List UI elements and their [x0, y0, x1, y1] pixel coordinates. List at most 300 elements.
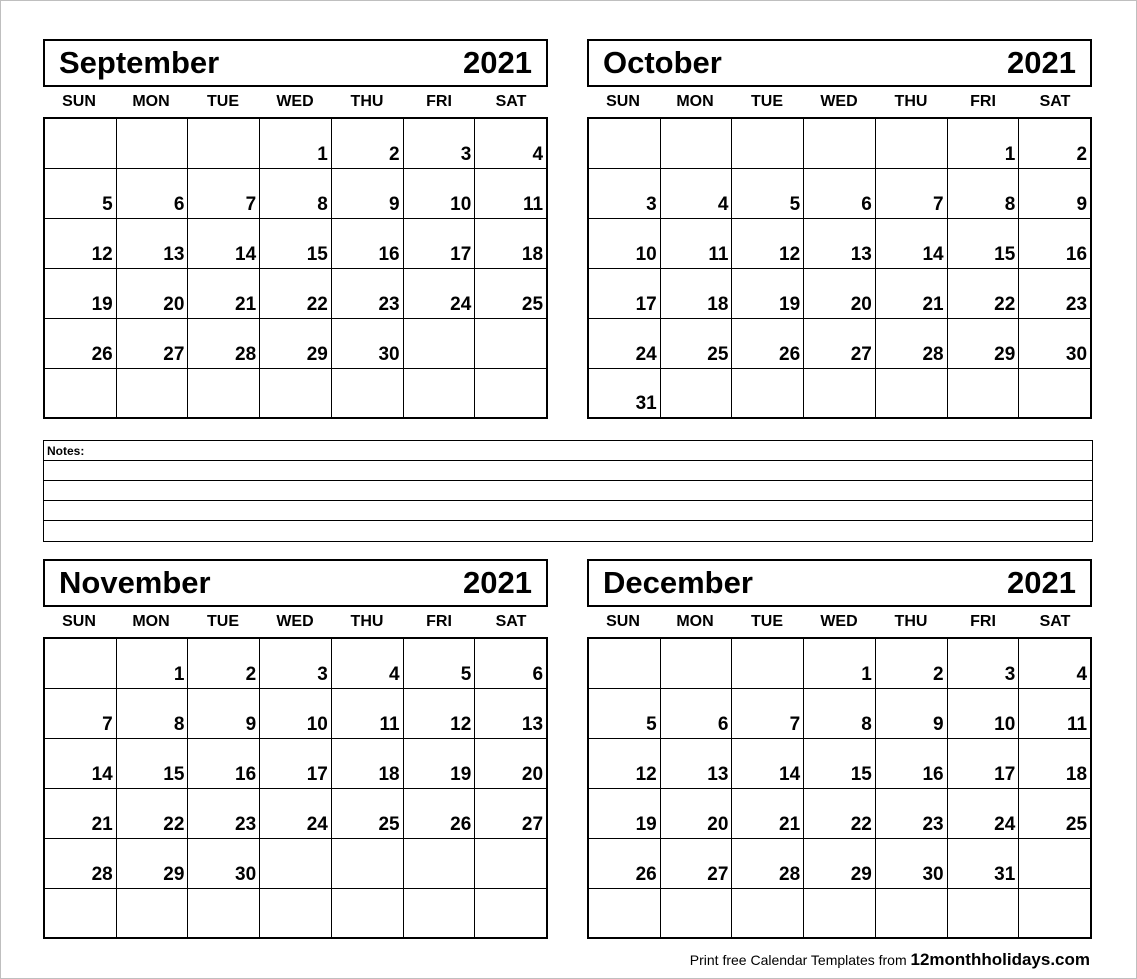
weekday-label: SAT — [495, 613, 527, 630]
weekday-label: SUN — [62, 93, 96, 110]
day-cell — [475, 219, 546, 268]
day-number: 15 — [306, 244, 328, 265]
day-number: 9 — [245, 714, 257, 735]
day-cell — [1019, 369, 1090, 417]
day-cell — [948, 219, 1020, 268]
day-cell — [1019, 639, 1090, 688]
weekday-label: MON — [132, 613, 170, 630]
notes-line[interactable] — [44, 481, 1092, 501]
day-cell — [661, 169, 733, 218]
day-cell — [260, 639, 332, 688]
day-cell — [589, 269, 661, 318]
weekday-label: THU — [350, 613, 384, 630]
day-number: 20 — [163, 294, 185, 315]
day-number: 14 — [922, 244, 944, 265]
weekday-label: SUN — [606, 93, 640, 110]
weekday-label: SAT — [1039, 93, 1071, 110]
day-cell — [117, 789, 189, 838]
day-cell — [475, 739, 546, 788]
footer-prefix: Print free Calendar Templates from — [689, 952, 911, 968]
day-number: 22 — [163, 814, 185, 835]
day-number: 28 — [779, 864, 801, 885]
date-grid — [587, 637, 1092, 939]
weekday-label: TUE — [207, 93, 239, 110]
day-cell — [332, 889, 404, 937]
day-number: 21 — [91, 814, 113, 835]
day-cell — [732, 789, 804, 838]
day-number: 2 — [1076, 144, 1088, 165]
day-number: 6 — [717, 714, 729, 735]
day-cell — [661, 319, 733, 368]
day-number: 2 — [389, 144, 400, 165]
day-cell — [188, 839, 260, 888]
day-cell — [876, 119, 948, 168]
weekday-label: SAT — [1039, 613, 1071, 630]
day-cell — [732, 839, 804, 888]
day-cell — [260, 169, 332, 218]
week-row — [589, 889, 1090, 937]
day-cell — [589, 889, 661, 937]
weekday-label: TUE — [207, 613, 239, 630]
day-number: 18 — [378, 764, 400, 785]
day-cell — [404, 319, 476, 368]
day-cell — [732, 319, 804, 368]
day-number: 5 — [789, 194, 801, 215]
day-number: 24 — [306, 814, 328, 835]
day-cell — [117, 269, 189, 318]
day-cell — [732, 219, 804, 268]
day-cell — [732, 689, 804, 738]
day-cell — [188, 689, 260, 738]
day-cell — [188, 319, 260, 368]
day-cell — [804, 319, 876, 368]
day-cell — [117, 219, 189, 268]
day-number: 15 — [163, 764, 185, 785]
day-cell — [948, 789, 1020, 838]
day-number: 5 — [460, 664, 472, 685]
day-number: 12 — [91, 244, 113, 265]
day-cell — [332, 739, 404, 788]
day-number: 12 — [450, 714, 472, 735]
day-cell — [117, 739, 189, 788]
day-cell — [404, 739, 476, 788]
day-number: 24 — [450, 294, 472, 315]
day-cell — [260, 319, 332, 368]
day-cell — [1019, 689, 1090, 738]
day-cell — [475, 689, 546, 738]
day-cell — [1019, 119, 1090, 168]
notes-line[interactable] — [44, 521, 1092, 541]
day-cell — [45, 789, 117, 838]
weekday-label: THU — [894, 613, 928, 630]
day-cell — [45, 369, 117, 417]
day-cell — [732, 739, 804, 788]
day-number: 4 — [1076, 664, 1088, 685]
day-number: 24 — [635, 344, 657, 365]
day-cell — [948, 319, 1020, 368]
day-cell — [1019, 319, 1090, 368]
day-cell — [876, 319, 948, 368]
week-row — [45, 169, 546, 219]
day-cell — [404, 889, 476, 937]
day-number: 27 — [521, 814, 544, 835]
weekday-label: WED — [276, 93, 314, 110]
day-cell — [804, 739, 876, 788]
day-number: 6 — [861, 194, 872, 215]
day-number: 3 — [1004, 664, 1016, 685]
day-cell — [589, 839, 661, 888]
day-number: 29 — [850, 864, 872, 885]
day-cell — [188, 639, 260, 688]
day-number: 1 — [173, 664, 185, 685]
week-row — [589, 789, 1090, 839]
day-cell — [876, 219, 948, 268]
day-cell — [332, 169, 404, 218]
week-row — [589, 839, 1090, 889]
day-cell — [876, 169, 948, 218]
day-cell — [332, 219, 404, 268]
day-cell — [404, 789, 476, 838]
day-number: 17 — [450, 244, 472, 265]
day-number: 23 — [235, 814, 257, 835]
day-number: 1 — [861, 664, 872, 685]
day-cell — [589, 169, 661, 218]
weekday-header-row — [43, 607, 548, 637]
weekday-label: THU — [350, 93, 384, 110]
day-cell — [589, 639, 661, 688]
month-header — [43, 559, 548, 607]
day-number: 2 — [245, 664, 257, 685]
day-number: 31 — [994, 864, 1016, 885]
day-number: 12 — [635, 764, 657, 785]
weekday-header-row — [587, 87, 1092, 117]
day-number: 17 — [994, 764, 1016, 785]
day-cell — [188, 789, 260, 838]
day-cell — [332, 839, 404, 888]
day-cell — [948, 739, 1020, 788]
day-number: 10 — [306, 714, 328, 735]
notes-line[interactable] — [44, 461, 1092, 481]
day-number: 11 — [1066, 714, 1088, 735]
month-year: 2021 — [1007, 565, 1076, 600]
day-cell — [948, 169, 1020, 218]
day-number: 30 — [235, 864, 257, 885]
day-cell — [732, 169, 804, 218]
day-number: 20 — [850, 294, 872, 315]
week-row — [589, 169, 1090, 219]
day-number: 23 — [378, 294, 400, 315]
day-cell — [188, 369, 260, 417]
day-cell — [948, 639, 1020, 688]
day-cell — [1019, 269, 1090, 318]
day-number: 6 — [173, 194, 185, 215]
day-cell — [404, 839, 476, 888]
day-number: 28 — [91, 864, 113, 885]
calendar-september — [43, 39, 548, 419]
week-row — [589, 369, 1090, 417]
week-row — [45, 639, 546, 689]
day-cell — [589, 739, 661, 788]
day-cell — [804, 839, 876, 888]
day-cell — [117, 119, 189, 168]
day-number: 18 — [707, 294, 729, 315]
day-cell — [804, 689, 876, 738]
month-name: October — [603, 45, 722, 80]
day-number: 28 — [922, 344, 944, 365]
month-year: 2021 — [463, 45, 532, 80]
day-cell — [804, 169, 876, 218]
day-number: 8 — [861, 714, 872, 735]
day-number: 22 — [306, 294, 328, 315]
day-number: 21 — [779, 814, 801, 835]
day-cell — [260, 369, 332, 417]
weekday-header-row — [43, 87, 548, 117]
day-cell — [332, 269, 404, 318]
day-cell — [1019, 739, 1090, 788]
day-number: 17 — [635, 294, 657, 315]
day-cell — [1019, 889, 1090, 937]
day-number: 4 — [532, 144, 544, 165]
week-row — [45, 739, 546, 789]
month-name: December — [603, 565, 753, 600]
day-cell — [661, 739, 733, 788]
day-number: 19 — [779, 294, 801, 315]
day-number: 1 — [317, 144, 328, 165]
day-cell — [332, 119, 404, 168]
day-cell — [475, 789, 546, 838]
month-header — [43, 39, 548, 87]
day-cell — [876, 269, 948, 318]
day-number: 4 — [717, 194, 729, 215]
day-number: 25 — [1065, 814, 1088, 835]
day-cell — [1019, 169, 1090, 218]
day-cell — [661, 839, 733, 888]
week-row — [589, 739, 1090, 789]
calendar-december — [587, 559, 1092, 939]
day-number: 23 — [1065, 294, 1088, 315]
day-cell — [45, 319, 117, 368]
week-row — [589, 269, 1090, 319]
notes-line[interactable] — [44, 501, 1092, 521]
day-cell — [589, 789, 661, 838]
day-cell — [475, 889, 546, 937]
day-number: 28 — [235, 344, 257, 365]
day-cell — [117, 889, 189, 937]
weekday-label: FRI — [426, 93, 452, 110]
day-cell — [404, 269, 476, 318]
day-number: 15 — [994, 244, 1016, 265]
day-number: 31 — [635, 393, 657, 414]
day-cell — [188, 269, 260, 318]
day-cell — [260, 689, 332, 738]
day-cell — [260, 219, 332, 268]
day-cell — [876, 369, 948, 417]
day-number: 6 — [532, 664, 544, 685]
day-cell — [404, 119, 476, 168]
weekday-label: SUN — [62, 613, 96, 630]
day-cell — [332, 789, 404, 838]
day-cell — [589, 119, 661, 168]
day-number: 21 — [922, 294, 944, 315]
weekday-label: SUN — [606, 613, 640, 630]
day-number: 26 — [779, 344, 801, 365]
day-cell — [332, 319, 404, 368]
week-row — [45, 839, 546, 889]
footer-site-link[interactable]: 12monthholidays.com — [910, 950, 1090, 969]
day-number: 29 — [994, 344, 1016, 365]
day-cell — [45, 639, 117, 688]
day-cell — [45, 119, 117, 168]
day-number: 27 — [850, 344, 872, 365]
day-number: 8 — [317, 194, 328, 215]
day-number: 2 — [933, 664, 944, 685]
day-number: 3 — [646, 194, 657, 215]
day-cell — [661, 369, 733, 417]
day-cell — [45, 219, 117, 268]
day-cell — [332, 639, 404, 688]
day-number: 25 — [521, 294, 544, 315]
month-header — [587, 39, 1092, 87]
day-cell — [1019, 789, 1090, 838]
weekday-label: TUE — [751, 613, 783, 630]
day-number: 10 — [450, 194, 472, 215]
month-name: November — [59, 565, 211, 600]
day-cell — [876, 639, 948, 688]
day-cell — [804, 219, 876, 268]
day-number: 29 — [163, 864, 185, 885]
day-cell — [475, 119, 546, 168]
day-cell — [260, 839, 332, 888]
day-number: 12 — [779, 244, 801, 265]
day-number: 11 — [379, 714, 400, 735]
day-cell — [948, 369, 1020, 417]
day-cell — [260, 889, 332, 937]
day-number: 11 — [708, 244, 729, 265]
day-cell — [948, 839, 1020, 888]
week-row — [45, 219, 546, 269]
day-number: 21 — [235, 294, 257, 315]
day-cell — [732, 889, 804, 937]
day-cell — [589, 689, 661, 738]
day-cell — [661, 639, 733, 688]
day-cell — [876, 739, 948, 788]
day-cell — [732, 269, 804, 318]
weekday-label: TUE — [751, 93, 783, 110]
day-number: 7 — [102, 714, 113, 735]
day-cell — [117, 319, 189, 368]
day-cell — [732, 639, 804, 688]
day-cell — [117, 689, 189, 738]
day-number: 9 — [933, 714, 944, 735]
day-cell — [1019, 219, 1090, 268]
day-cell — [404, 219, 476, 268]
day-number: 3 — [460, 144, 472, 165]
day-cell — [117, 839, 189, 888]
day-cell — [661, 689, 733, 738]
day-number: 26 — [635, 864, 657, 885]
day-number: 25 — [378, 814, 400, 835]
day-cell — [475, 839, 546, 888]
week-row — [589, 119, 1090, 169]
day-cell — [948, 889, 1020, 937]
day-cell — [45, 889, 117, 937]
day-cell — [589, 319, 661, 368]
calendar-october — [587, 39, 1092, 419]
day-number: 8 — [173, 714, 185, 735]
day-number: 13 — [163, 244, 185, 265]
day-number: 16 — [922, 764, 944, 785]
day-cell — [45, 169, 117, 218]
day-cell — [475, 169, 546, 218]
week-row — [45, 789, 546, 839]
week-row — [45, 319, 546, 369]
weekday-label: WED — [276, 613, 314, 630]
day-cell — [804, 639, 876, 688]
day-cell — [475, 369, 546, 417]
day-cell — [404, 689, 476, 738]
day-cell — [404, 369, 476, 417]
day-cell — [188, 889, 260, 937]
weekday-label: THU — [894, 93, 928, 110]
day-number: 30 — [378, 344, 400, 365]
weekday-header-row — [587, 607, 1092, 637]
day-number: 14 — [91, 764, 113, 785]
day-number: 17 — [306, 764, 328, 785]
day-cell — [1019, 839, 1090, 888]
day-cell — [45, 689, 117, 738]
month-header — [587, 559, 1092, 607]
week-row — [589, 689, 1090, 739]
day-cell — [404, 639, 476, 688]
weekday-label: SAT — [495, 93, 527, 110]
date-grid — [587, 117, 1092, 419]
footer-credit — [690, 950, 1090, 970]
day-cell — [589, 219, 661, 268]
day-cell — [117, 369, 189, 417]
day-number: 20 — [707, 814, 729, 835]
day-number: 16 — [378, 244, 400, 265]
day-cell — [661, 889, 733, 937]
day-cell — [260, 739, 332, 788]
day-cell — [804, 119, 876, 168]
weekday-label: MON — [676, 613, 714, 630]
day-number: 27 — [163, 344, 185, 365]
notes-box — [43, 440, 1093, 542]
day-cell — [804, 269, 876, 318]
day-number: 10 — [635, 244, 657, 265]
day-cell — [260, 269, 332, 318]
day-number: 26 — [91, 344, 113, 365]
month-year: 2021 — [463, 565, 532, 600]
day-number: 14 — [779, 764, 801, 785]
day-cell — [876, 889, 948, 937]
day-number: 25 — [707, 344, 729, 365]
day-cell — [661, 119, 733, 168]
date-grid — [43, 117, 548, 419]
day-cell — [804, 889, 876, 937]
day-cell — [732, 369, 804, 417]
weekday-label: MON — [132, 93, 170, 110]
day-cell — [589, 369, 661, 417]
week-row — [589, 639, 1090, 689]
day-cell — [188, 119, 260, 168]
day-number: 19 — [635, 814, 657, 835]
day-number: 29 — [306, 344, 328, 365]
day-number: 22 — [994, 294, 1016, 315]
day-cell — [188, 219, 260, 268]
day-number: 27 — [707, 864, 729, 885]
day-cell — [332, 369, 404, 417]
